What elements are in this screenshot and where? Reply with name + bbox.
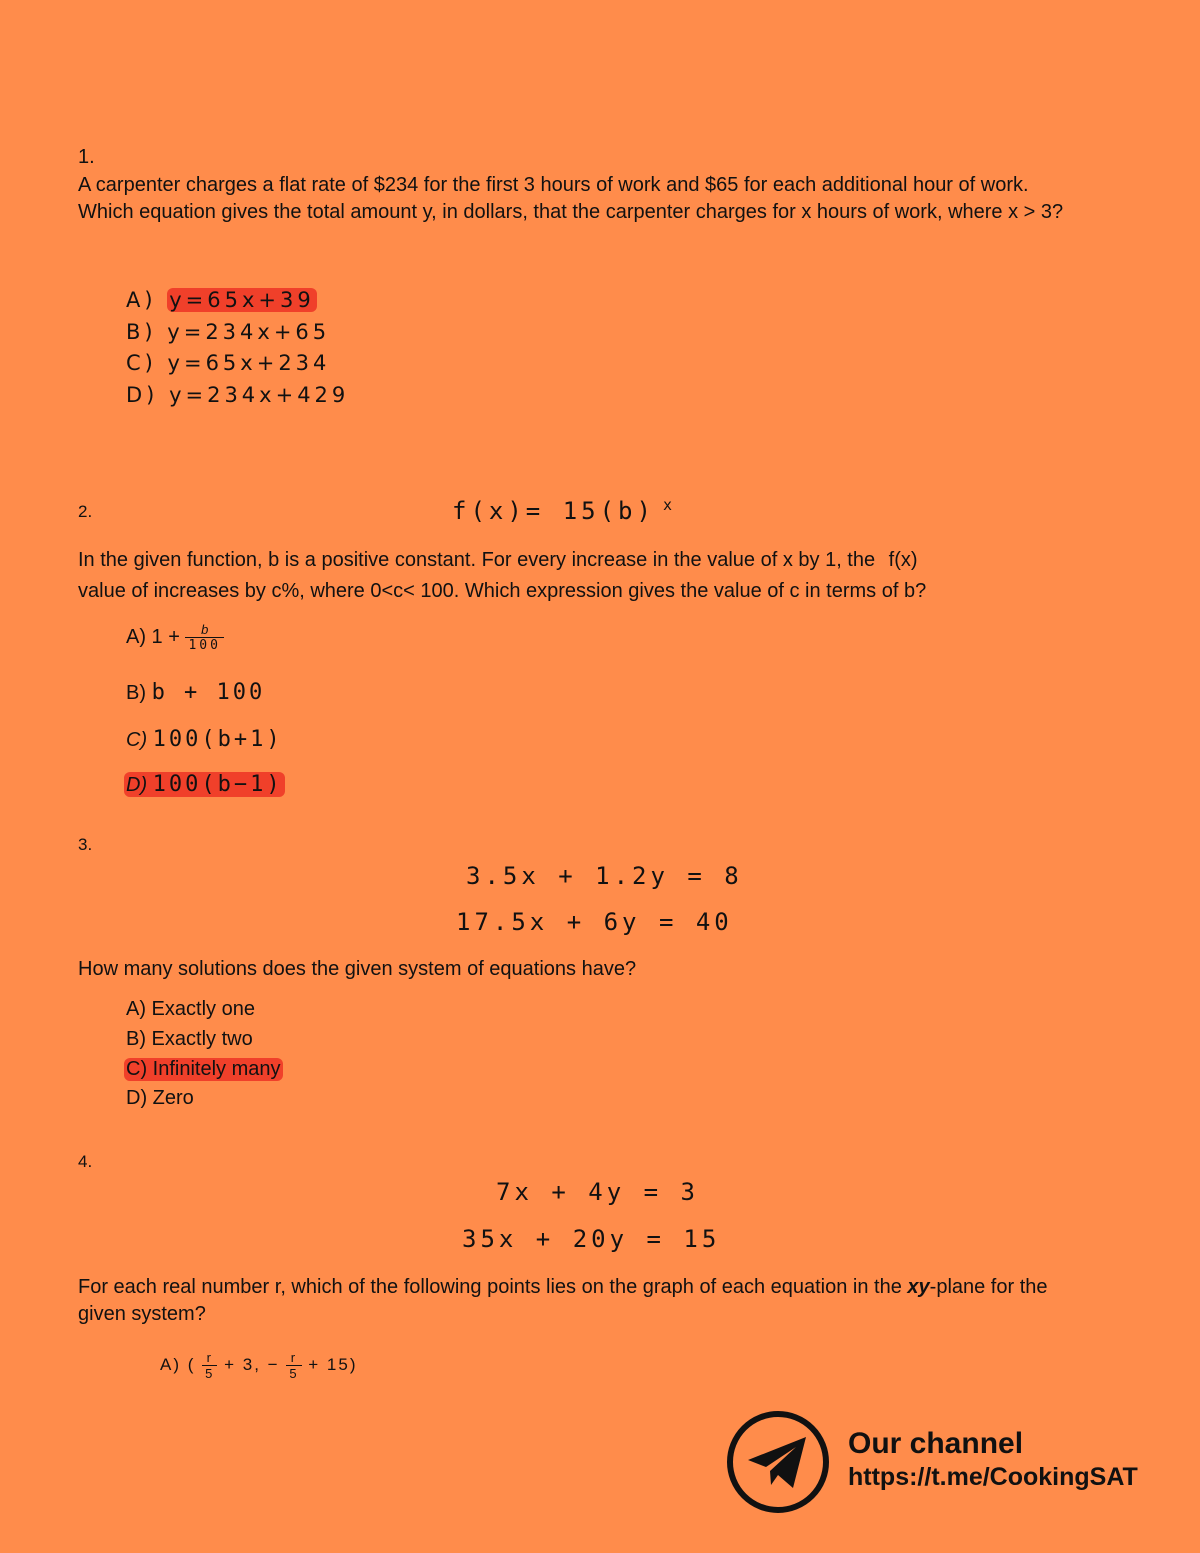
q2-exponent: x [662,496,676,514]
q2-number: 2. [78,502,93,521]
q4-fraction-2: $\frac{r}{5}$ [286,1350,301,1381]
q1-choice-a: A) y=65x+39 [126,288,315,312]
footer-title: Our channel [848,1427,1024,1460]
q4-text-xy: xy [907,1276,930,1298]
q3-text: How many solutions does the given system of equations have? [78,958,637,980]
q1-choice-b: B) y=234x+65 [126,320,331,344]
q3-choice-c: C) Infinitely many [126,1058,281,1080]
q1-choice-d: D) y=234x+429 [126,383,350,407]
q1-choice-c: C) y=65x+234 [126,351,331,375]
q4-text: For each real number r, which of the following points lies on the graph of each equation in the xy-plane for the given system? [78,1276,1048,1325]
q3-choice-b: B) Exactly two [126,1028,253,1050]
q2-function: f(x)= 15(b) $^x$ [452,496,676,525]
q3-number: 3. [78,835,93,854]
q4-equation-2: 35x + 20y = 15 [462,1225,721,1253]
q4-number: 4. [78,1152,93,1171]
q4-equation-1: 7x + 4y = 3 [496,1178,699,1206]
q2-text-line2: value of increases by c%, where 0<c< 100. Which expression gives the value of c in terms of b? [78,580,927,602]
telegram-icon[interactable] [726,1410,830,1514]
q3-equation-2: 17.5x + 6y = 40 [456,908,733,936]
q2-choice-a-fraction: $\frac{b}{100}$ [185,622,223,653]
q1-number: 1. [78,146,95,168]
q2-choice-c: C) 100(b+1) [126,727,283,752]
q4-fraction-1: $\frac{r}{5}$ [202,1350,217,1381]
q1-text: A carpenter charges a flat rate of $234 for the first 3 hours of work and $65 for each additional hour of work. Which equation gives the total amount y, in dollars, that the carpenter charges for x hours of work, where x > 3? [78,174,1064,223]
footer-link[interactable]: https://t.me/CookingSAT [848,1463,1138,1491]
q3-choice-a: A) Exactly one [126,998,255,1020]
q3-choice-d: D) Zero [126,1087,194,1109]
q2-choice-a: A) 1 + $\frac{b}{100}$ [126,622,224,653]
q3-equation-1: 3.5x + 1.2y = 8 [466,862,743,890]
q2-choice-b: B) b + 100 [126,680,266,705]
q4-choice-a: A) ( $\frac{r}{5}$ + 3, − $\frac{r}{5}$ + 15) [160,1350,358,1381]
q1-choice-a-expr: y=65x+39 [169,288,315,312]
q2-choice-d: D) 100(b−1) [126,772,283,797]
q2-text-line1: In the given function, b is a positive constant. For every increase in the value of x by 1, the f(x) [78,549,918,571]
q2-inline-fx: f(x) [888,549,918,571]
